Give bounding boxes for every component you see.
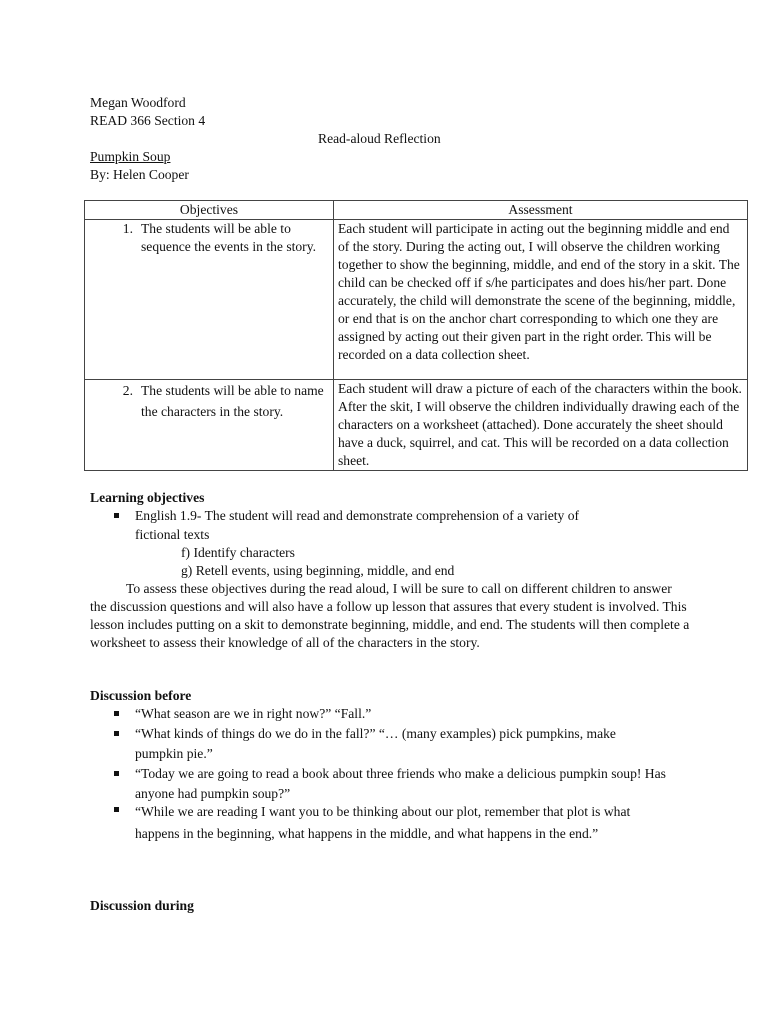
table-row bbox=[85, 380, 748, 471]
objectives-header: Objectives bbox=[85, 201, 334, 220]
assessment-cell: Each student will draw a picture of each of the characters within the book. After the skit, I will observe the children individually drawing each of the characters on a worksheet (attached). Done accurately the sheet should have a duck, squirrel, and cat. This will be recorded on a data collection sheet. bbox=[334, 380, 748, 471]
objective-number: 1. bbox=[122, 221, 133, 236]
assessment-cell: Each student will participate in acting out the beginning middle and end of the story. During the acting out, I will observe the children working together to show the beginning, middle, and end of the story in a skit. The child can be checked off if s/he participates and does his/her part. Done accurately, the child will demonstrate the scene of the beginning, middle, or end that is on the anchor chart corresponding to which one they are assigned by acting out their given part in the right order. This will be recorded on a data collection sheet. bbox=[334, 220, 748, 380]
objective-number: 2. bbox=[122, 383, 133, 398]
assessment-header: Assessment bbox=[334, 201, 748, 220]
discussion-before-heading: Discussion before bbox=[90, 688, 192, 703]
objective-text: The students will be able to name the characters in the story. bbox=[141, 383, 324, 419]
bullet-icon bbox=[114, 731, 119, 736]
discussion-item: “What season are we in right now?” “Fall.” bbox=[135, 706, 372, 721]
table-header-row bbox=[85, 201, 748, 220]
bullet-icon bbox=[114, 771, 119, 776]
learning-bullet-line1: English 1.9- The student will read and demonstrate comprehension of a variety of bbox=[135, 508, 580, 523]
objectives-table bbox=[84, 200, 748, 471]
learning-paragraph: To assess these objectives during the read aloud, I will be sure to call on different children to answer the discussion questions and will also have a follow up lesson that assures that every student is involved. This lesson includes putting on a skit to demonstrate beginning, middle, and end. The students will then complete a worksheet to assess their knowledge of all of the characters in the story. bbox=[90, 581, 690, 650]
objective-text: The students will be able to sequence the events in the story. bbox=[141, 221, 317, 254]
learning-sub-g: g) Retell events, using beginning, middle, and end bbox=[181, 563, 455, 578]
bullet-icon bbox=[114, 807, 119, 812]
learning-bullet-line2: fictional texts bbox=[135, 527, 210, 542]
objective-cell bbox=[85, 220, 334, 380]
table-row bbox=[85, 220, 748, 380]
discussion-item: “Today we are going to read a book about three friends who make a delicious pumpkin soup! Has anyone had pumpkin soup?” bbox=[135, 766, 666, 801]
bullet-icon bbox=[114, 513, 119, 518]
page-title: Read-aloud Reflection bbox=[318, 131, 441, 146]
objective-cell bbox=[85, 380, 334, 471]
bullet-icon bbox=[114, 711, 119, 716]
discussion-item: “What kinds of things do we do in the fall?” “… (many examples) pick pumpkins, make pumpkin pie.” bbox=[135, 726, 616, 761]
discussion-during-heading: Discussion during bbox=[90, 898, 194, 913]
discussion-item: “While we are reading I want you to be thinking about our plot, remember that plot is what happens in the beginning, what happens in the middle, and what happens in the end.” bbox=[135, 804, 631, 841]
learning-sub-f: f) Identify characters bbox=[181, 545, 295, 560]
book-author: By: Helen Cooper bbox=[90, 167, 189, 182]
course-line: READ 366 Section 4 bbox=[90, 113, 206, 128]
learning-objectives-heading: Learning objectives bbox=[90, 490, 205, 505]
author-name: Megan Woodford bbox=[90, 95, 186, 110]
book-title: Pumpkin Soup bbox=[90, 149, 171, 164]
